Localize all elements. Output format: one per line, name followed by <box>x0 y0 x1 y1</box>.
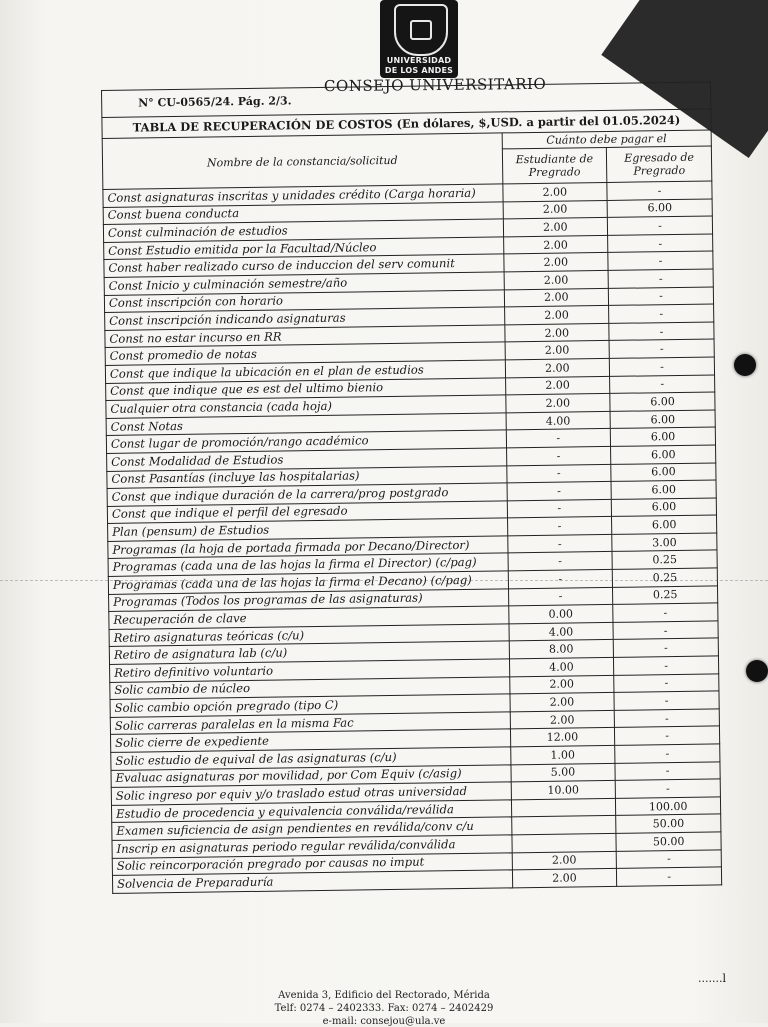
row-graduate-fee-cell: - <box>609 322 714 341</box>
row-graduate-fee-cell: 6.00 <box>611 427 716 446</box>
row-name-cell: Solic cierre de expediente <box>111 729 511 752</box>
column-header-student-line2: Pregrado <box>528 165 581 180</box>
row-student-fee-cell: - <box>507 499 612 518</box>
footer-address: Avenida 3, Edificio del Rectorado, Mérida <box>278 990 490 1001</box>
row-student-fee-cell: - <box>507 534 612 553</box>
document-reference: N° CU-0565/24. Pág. 2/3. <box>101 81 711 117</box>
row-graduate-fee-cell: - <box>615 726 720 745</box>
row-student-fee-cell: 2.00 <box>503 235 608 254</box>
row-graduate-fee-cell: 6.00 <box>611 445 716 464</box>
row-name-cell: Const Notas <box>106 413 506 436</box>
footer-email: e-mail: consejou@ula.ve <box>322 1016 446 1027</box>
row-name-cell: Const que indique duración de la carrera/prog postgrado <box>107 483 507 506</box>
row-graduate-fee-cell: - <box>615 779 720 798</box>
row-name-cell: Inscrip en asignaturas periodo regular reválida/conválida <box>112 835 512 858</box>
row-name-cell: Solic estudio de equival de las asignaturas (c/u) <box>111 747 511 770</box>
row-student-fee-cell: 2.00 <box>512 869 617 888</box>
row-name-cell: Examen suficiencia de asign pendientes en reválida/conv c/u <box>112 817 512 840</box>
row-student-fee-cell: 4.00 <box>509 657 614 676</box>
row-graduate-fee-cell: - <box>614 709 719 728</box>
row-graduate-fee-cell: - <box>613 603 718 622</box>
column-header-student-line1: Estudiante de <box>515 152 594 167</box>
row-graduate-fee-cell: - <box>614 656 719 675</box>
row-graduate-fee-cell: 6.00 <box>612 515 717 534</box>
row-student-fee-cell: 2.00 <box>504 306 609 325</box>
column-header-graduate-line2: Pregrado <box>633 163 686 178</box>
row-name-cell: Const inscripción indicando asignaturas <box>105 307 505 330</box>
row-student-fee-cell: 2.00 <box>509 675 614 694</box>
row-student-fee-cell: 2.00 <box>503 218 608 237</box>
row-name-cell: Solvencia de Preparaduría <box>112 870 512 893</box>
continued-marker: .......l <box>698 972 726 985</box>
punch-hole <box>734 354 756 376</box>
row-graduate-fee-cell: - <box>607 181 712 200</box>
logo-text-line2: DE LOS ANDES <box>384 66 454 75</box>
column-group-header: Cuánto debe pagar el <box>502 130 712 149</box>
row-graduate-fee-cell: - <box>616 849 721 868</box>
row-graduate-fee-cell: 50.00 <box>616 832 721 851</box>
row-graduate-fee-cell: 0.25 <box>612 550 717 569</box>
row-name-cell: Solic reincorporación pregrado por causas no imput <box>112 852 512 875</box>
row-name-cell: Const Modalidad de Estudios <box>107 448 507 471</box>
row-graduate-fee-cell: - <box>617 867 722 886</box>
column-header-graduate <box>607 146 712 182</box>
cost-document <box>101 81 722 893</box>
row-student-fee-cell: 2.00 <box>502 182 607 201</box>
row-graduate-fee-cell: - <box>608 269 713 288</box>
row-student-fee-cell: 2.00 <box>512 851 617 870</box>
row-graduate-fee-cell: - <box>615 762 720 781</box>
row-graduate-fee-cell: - <box>613 621 718 640</box>
row-student-fee-cell: 2.00 <box>510 693 615 712</box>
row-student-fee-cell: - <box>508 552 613 571</box>
council-heading: CONSEJO UNIVERSITARIO <box>323 74 547 96</box>
row-student-fee-cell: 2.00 <box>503 253 608 272</box>
row-graduate-fee-cell: - <box>614 691 719 710</box>
row-graduate-fee-cell: 3.00 <box>612 533 717 552</box>
row-name-cell: Cualquier otra constancia (cada hoja) <box>106 395 506 418</box>
row-student-fee-cell: 2.00 <box>503 200 608 219</box>
row-graduate-fee-cell: 6.00 <box>610 392 715 411</box>
row-name-cell: Const inscripción con horario <box>104 289 504 312</box>
row-student-fee-cell: 8.00 <box>509 640 614 659</box>
row-graduate-fee-cell: 6.00 <box>610 410 715 429</box>
column-header-name: Nombre de la constancia/solicitud <box>102 133 502 190</box>
row-student-fee-cell <box>511 833 616 852</box>
row-graduate-fee-cell: - <box>608 234 713 253</box>
row-student-fee-cell: 2.00 <box>504 270 609 289</box>
row-name-cell: Programas (la hoja de portada firmada por Decano/Director) <box>108 536 508 559</box>
row-name-cell: Const no estar incurso en RR <box>105 325 505 348</box>
row-graduate-fee-cell: - <box>614 674 719 693</box>
row-graduate-fee-cell: - <box>608 251 713 270</box>
row-name-cell: Const lugar de promoción/rango académico <box>106 430 506 453</box>
row-graduate-fee-cell: - <box>609 339 714 358</box>
row-graduate-fee-cell: 6.00 <box>611 480 716 499</box>
row-student-fee-cell: 0.00 <box>508 605 613 624</box>
row-graduate-fee-cell: - <box>609 287 714 306</box>
row-name-cell: Const que indique la ubicación en el plan de estudios <box>105 360 505 383</box>
logo-text-line1: UNIVERSIDAD <box>386 56 452 65</box>
row-name-cell: Solic carreras paralelas en la misma Fac <box>110 712 510 735</box>
row-student-fee-cell: - <box>507 517 612 536</box>
row-name-cell: Retiro definitivo voluntario <box>110 659 510 682</box>
row-student-fee-cell: 10.00 <box>511 781 616 800</box>
row-student-fee-cell: 4.00 <box>509 622 614 641</box>
row-student-fee-cell: 2.00 <box>505 376 610 395</box>
punch-hole <box>746 660 768 682</box>
table-title: TABLA DE RECUPERACIÓN DE COSTOS (En dólares, $,USD. a partir del 01.05.2024) <box>101 108 711 138</box>
column-header-student <box>502 147 607 183</box>
row-student-fee-cell: 2.00 <box>504 323 609 342</box>
row-name-cell: Solic ingreso por equiv y/o traslado estud otras universidad <box>111 782 511 805</box>
row-graduate-fee-cell: 6.00 <box>607 199 712 218</box>
row-name-cell: Const culminación de estudios <box>103 219 503 242</box>
row-name-cell: Plan (pensum) de Estudios <box>108 518 508 541</box>
row-graduate-fee-cell: - <box>609 304 714 323</box>
row-student-fee-cell: 2.00 <box>504 288 609 307</box>
row-name-cell: Const Inicio y culminación semestre/año <box>104 272 504 295</box>
row-graduate-fee-cell: - <box>610 374 715 393</box>
row-student-fee-cell <box>511 798 616 817</box>
column-header-graduate-line1: Egresado de <box>624 150 695 165</box>
row-name-cell: Const asignaturas inscritas y unidades crédito (Carga horaria) <box>103 184 503 207</box>
row-graduate-fee-cell: - <box>615 744 720 763</box>
cost-table <box>102 129 722 893</box>
row-name-cell: Retiro asignaturas teóricas (c/u) <box>109 624 509 647</box>
row-student-fee-cell: 2.00 <box>505 394 610 413</box>
row-name-cell: Const promedio de notas <box>105 342 505 365</box>
row-graduate-fee-cell: 50.00 <box>616 814 721 833</box>
footer-phone: Telf: 0274 – 2402333. Fax: 0274 – 2402429 <box>274 1003 494 1014</box>
row-name-cell: Const haber realizado curso de induccion del serv comunit <box>104 254 504 277</box>
row-student-fee-cell: 4.00 <box>506 411 611 430</box>
row-name-cell: Const Pasantías (incluye las hospitalarias) <box>107 465 507 488</box>
row-student-fee-cell: - <box>508 569 613 588</box>
row-student-fee-cell: 5.00 <box>511 763 616 782</box>
row-name-cell: Const que indique que es est del ultimo bienio <box>106 377 506 400</box>
row-student-fee-cell: 2.00 <box>510 710 615 729</box>
row-student-fee-cell <box>511 816 616 835</box>
row-name-cell: Solic cambio de núcleo <box>110 676 510 699</box>
row-name-cell: Const Estudio emitida por la Facultad/Núcleo <box>104 237 504 260</box>
row-name-cell: Const buena conducta <box>103 201 503 224</box>
row-graduate-fee-cell: - <box>613 638 718 657</box>
row-student-fee-cell: - <box>508 587 613 606</box>
row-name-cell: Estudio de procedencia y equivalencia conválida/reválida <box>111 800 511 823</box>
row-graduate-fee-cell: 6.00 <box>611 462 716 481</box>
row-name-cell: Programas (cada una de las hojas la firma el Director) (c/pag) <box>108 553 508 576</box>
row-student-fee-cell: - <box>506 464 611 483</box>
row-graduate-fee-cell: 100.00 <box>616 797 721 816</box>
row-graduate-fee-cell: 0.25 <box>613 586 718 605</box>
row-name-cell: Solic cambio opción pregrado (tipo C) <box>110 694 510 717</box>
row-student-fee-cell: - <box>506 429 611 448</box>
row-name-cell: Const que indique el perfil del egresado <box>107 501 507 524</box>
row-name-cell: Retiro de asignatura lab (c/u) <box>109 641 509 664</box>
row-student-fee-cell: 12.00 <box>510 728 615 747</box>
row-student-fee-cell: - <box>507 482 612 501</box>
row-student-fee-cell: 2.00 <box>505 358 610 377</box>
row-name-cell: Programas (cada una de las hojas la firma el Decano) (c/pag) <box>108 571 508 594</box>
row-graduate-fee-cell: - <box>608 216 713 235</box>
row-student-fee-cell: 2.00 <box>505 341 610 360</box>
university-logo <box>380 0 458 78</box>
row-name-cell: Recuperación de clave <box>109 606 509 629</box>
row-graduate-fee-cell: - <box>610 357 715 376</box>
row-graduate-fee-cell: 6.00 <box>612 498 717 517</box>
row-name-cell: Programas (Todos los programas de las asignaturas) <box>109 589 509 612</box>
row-graduate-fee-cell: 0.25 <box>613 568 718 587</box>
row-student-fee-cell: 1.00 <box>510 745 615 764</box>
row-name-cell: Evaluac asignaturas por movilidad, por Com Equiv (c/asig) <box>111 764 511 787</box>
row-student-fee-cell: - <box>506 446 611 465</box>
cost-table-body <box>103 181 722 893</box>
shield-icon <box>394 4 448 56</box>
